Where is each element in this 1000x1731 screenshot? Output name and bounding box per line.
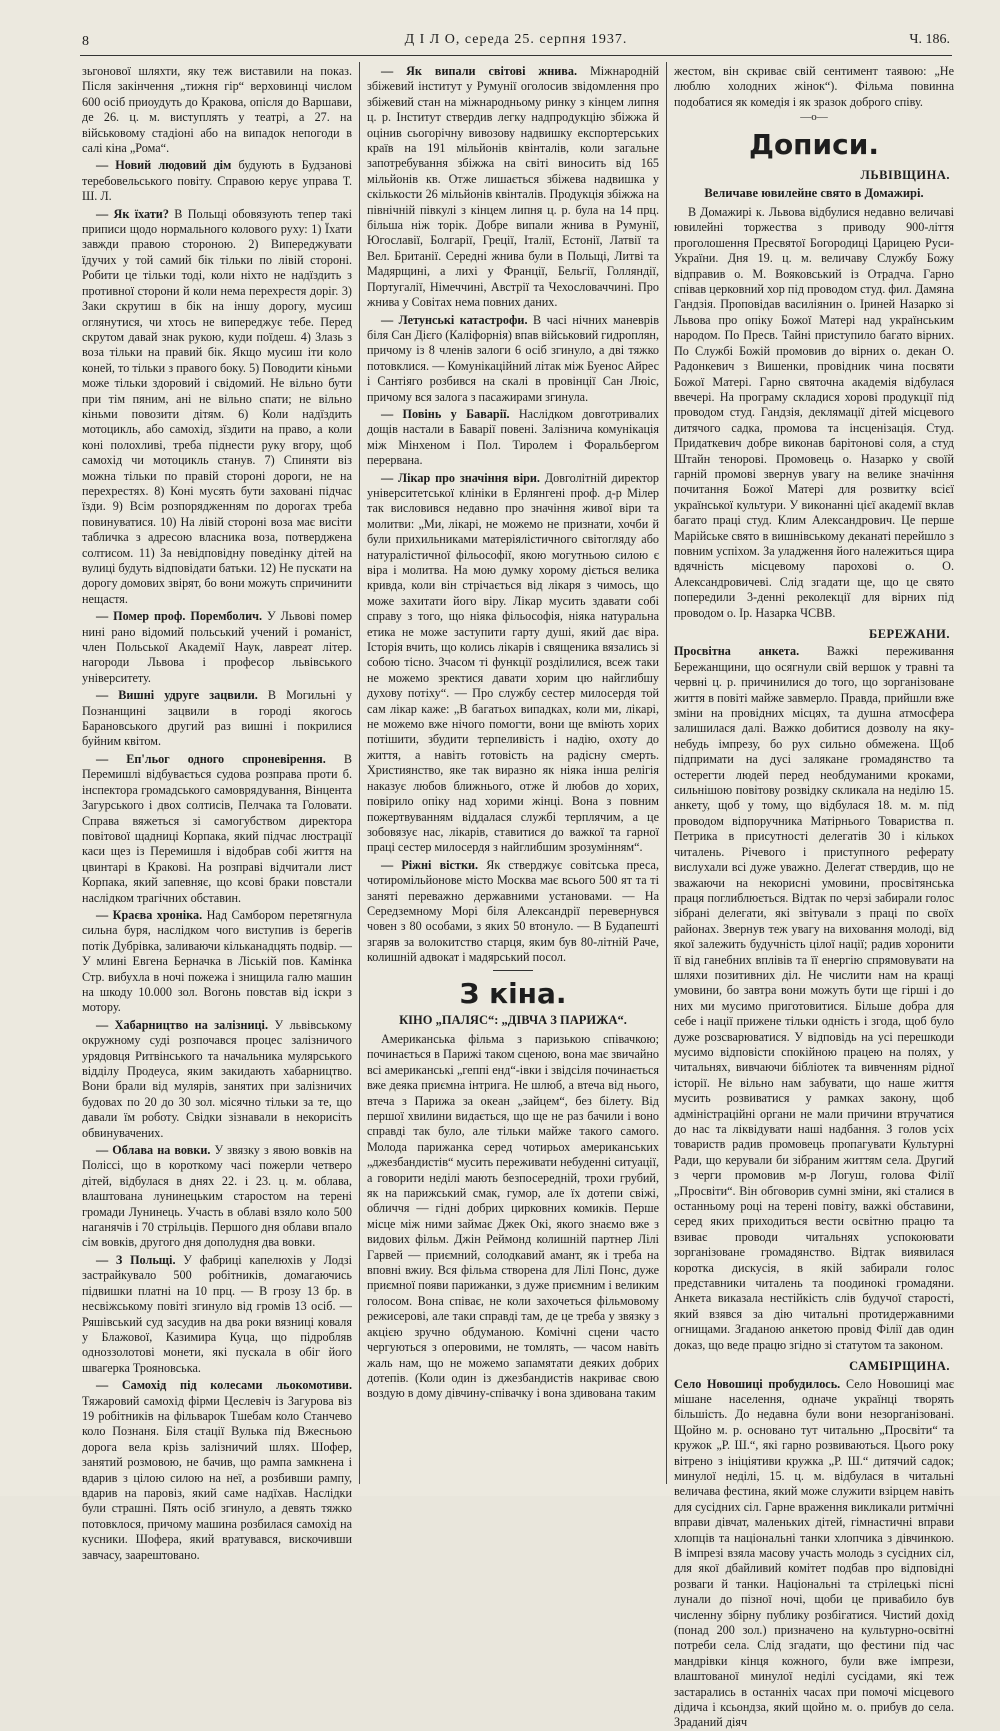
news-item-headline: — З Польщі.	[96, 1252, 176, 1267]
kino-heading: З кіна.	[459, 976, 567, 1010]
news-item-text: У фабриці капелюхів у Лодзі застрайкувало 500 робітників, домагаючись підвишки платні на 10 прц. — В грозу 13 бр. в несвіжському повіті згинуло від громів 13 осіб. — Ряшівський суд засудив на два роки вязниці коваля у Блажової, Казимира Куца, що підробляв одноззолотові монети, які пускала в обіг його швагерка Трояновська.	[82, 1252, 352, 1375]
news-items	[367, 64, 659, 966]
kino-subheading: КІНО „ПАЛЯС“: „ДІВЧА З ПАРИЖА“.	[399, 1012, 627, 1027]
news-item-text: У звязку з явою вовків на Поліссі, що в короткому часі пожерли четверо дітей, відбулася в днях 22. і 23. ц. м. облава, влаштована лунинецьким старостом на терені громади Лунинець. Участь в облаві взяло коло 500 наганячів і 70 стрільців. Першого дня облави впало сім вовків, другого дня дополудня два вовки.	[82, 1143, 352, 1250]
news-item-text: зьгонової шляхти, яку теж виставили на показ. Після закінчення „тижня гір“ верховинці числом 600 осіб приоудуть до Кракова, опісля до Варшави, де 26. ц. м. виступлять у театрі, а 27. на військовому стадіоні або на випадок непогоди в салі кіна „Рома“.	[82, 64, 352, 156]
news-item-headline: — Ріжні вістки.	[381, 857, 479, 872]
news-item	[82, 1143, 352, 1251]
region-lvivshchyna: ЛЬВІВЩИНА.	[860, 168, 950, 183]
region-berezhany: БЕРЕЖАНИ.	[868, 627, 950, 641]
news-item-headline: — Як випали світові жнива.	[381, 64, 578, 78]
kino-review: Американська фільма з паризькою співачкою; починається в Парижі таком сценою, вона має звичайно всі американські „геппі енд“-івки і звідсіля починається вже деяка приємна інтрига. Не шлюб, а втеча від нього, втеча з Парижа за океан „зайцем“, без білету. Від першої хвилини видається, що ще не раз бачили і воно справді так було, але тільки майже такого самого. Молода парижанка серед чотирьох американських „джезбандистів“ мусить переживати небуденні ситуації, а говорити неділі мають безпосередній, трохи грубий, як на парижський смак, гумор, але їх дотепи свіжі, обличчя — гідні добрих цирковних комиків. Перше місце між ними займає Джек Окі, якого знаємо вже з видових фільм. Джін Реймонд колишній партнер Лілі Гарвей — приємний, солодкавий амант, як і треба на вповні вжиу. Вся фільма створена для Лілі Понс, дуже приємної появи парижанки, з дуже приємним і великим голосом. Вона співає, не коли захочеться фільмовому режисерові, але таки справді там, де це треба у звязку з акцією зручно обдуманою. Комічні сцени часто чергуються з оперовими, не томлять, — часом навіть жаль нам, що не можемо запамятати деяких добрих дотепів. (Коли один із джезбандистів накриває свою воздую в дому дівчину-співачку і вона здивована таким	[367, 1031, 659, 1401]
berezhany-article	[674, 644, 954, 1353]
news-item-headline: — Хабарництво на залізниці.	[96, 1017, 268, 1032]
column-divider	[666, 62, 667, 1484]
news-item	[82, 64, 352, 156]
news-item	[82, 908, 352, 1016]
news-item-text: В Перемишлі відбувається судова розправа проти б. інспектора громадського самоврядування, Вінцента Загурського і двох солтисів, Пелчака та Головати. Справа вяжеться зі самогубством директора повітової щадниці Корпака, який підчас люстрації каси щез із Перемишля і відобрав собі життя на цвинтарі в Кракові. На розправі відчитали лист Корпака, який запевняє, що ксові браки повстали наслідком трагічних обставин.	[82, 751, 352, 905]
sambir-text: Село Новошиці має мішане населення, одначе українці творять більшість. До недавна були вони незорганізовані. Щойно м. р. основано тут читальню „Просвіти“ та кружок „Р. Ш.“, які гарно розвиваються. Цього року вітрено з ініціятиви кружка „Р. Ш.“ дитячий садок; минулої неділі, 15. ц. м. відбулася в читальні величава фестина, який може служити взірцем навіть для сусідних сіл. Гарне враження викликали ритмічні вправи дівчат, маленьких дітей, гімнастичні вправи хлопців та національні танки хлопчика з дівчинкою. В імпрезі взяла масову участь молодь з сусідних сіл, для якої дбайливий комітет подбав про відповідні розваги й танки. Національні та стрілецькі пісні лунали до пізної ночі, щоби це привабило був численну збірну публику розбігатися. Чистий дохід (понад 200 зол.) призначено на культурно-освітні потреби села. Слід згадати, що фестини під час мандрівки кінця кожного, були вже імпрези, влаштованої минулої неділі сусідами, які теж застарались в останніх часах при помочі місцевого дідича і ксьондза, який щойно м. о. прибув до села. Зраданий діяч	[674, 1376, 955, 1730]
dopysy-heading: Дописи.	[749, 128, 879, 162]
news-item	[82, 207, 352, 608]
news-item	[82, 688, 352, 750]
news-item-text: В Польщі обовязують тепер такі приписи щодо нормального колового руху: 1) Їхати завжди правою стороною. 2) Випереджувати їдучих у той самий бік тільки по лівій стороні. Робити це тільки тоді, коли ніхто не надїздить з противної сторони й коли нема перехрестя доріг. 3) Заки скрутиш в бік на іншу дорогу, мусиш оглянутися, чи хтось не випереджує тебе. Перед скрутом давай знак рукою, куди поїдеш. 4) Злазь з воза тільки на правий бік. Якщо мусиш іти коло коней, то тільки з правого боку. 5) Поводити кіньми може тільки здоровий і свідомий. Не вільно бути при тім пяним, ані не вільно спати; не вільно кіньми повозити дітям. 6) Коли надїздить мотоцикль, або самохід, зїздити на право, а коли коні полохливі, треба піднести руку вгору, щоб самохід чи мотоцикль станув. 7) Спиняти віз можна тільки по правій стороні дороги, не на перехрестях. 8) Коні мусять бути заховані підчас їзди. 9) Всім розпорядженням по дорогах треба повинуватися. 10) На лівій стороні воза має висіти табличка з адресою власника воза, потверджена солтисом. 11) За невідповідну поведінку дітей на вулиці будуть відповідати батьки. 12) Не пускати на дорогу домових звірят, бо вони можуть спричинити нещастя.	[82, 206, 352, 606]
column-divider	[359, 62, 360, 1484]
news-item-headline: — Новий людовий дім	[96, 158, 232, 173]
news-item-text: Над Самбором перетягнула сильна буря, наслідком чого виступив із берегів потік Дубрівка, заливаючи кільканадцять подвір. — У млині Евгена Берначка в Ліській пов. Камінка Стр. вибухла в ночі пожежа і знищила галю машин на шкоду 10.000 зол. Вогонь повстав від іскри з мотору.	[82, 907, 352, 1015]
column-1	[82, 64, 353, 1562]
news-item-text: В часі нічних маневрів біля Сан Дієго (Каліфорнія) впав військовий гидроплян, причому із 8 членів залоги 6 осіб згинуло, а дві тяжко потовклися. — Комунікаційний літак між Буенос Айрес і Сантіяго розбився на скалі в провінції Сан Люіс, причому вся залога з пасажирами згинула.	[367, 312, 659, 404]
news-item-headline: — Краєва хроніка.	[96, 907, 203, 922]
column-3	[674, 64, 955, 1730]
news-item-headline: — Еп'льог одного спроневірення.	[96, 751, 326, 766]
page-number: 8	[82, 34, 89, 49]
news-item	[367, 471, 659, 856]
kino-review-end: жестом, він скриває свій сентимент таявою: „Не люблю холодних жінок“). Фільма повинна подобатися як комедія і як зразок доброго співу.	[674, 64, 954, 109]
news-item-headline: — Летунські катастрофи.	[381, 312, 528, 327]
news-item	[82, 752, 352, 906]
news-item-headline: — Повінь у Баварії.	[381, 406, 510, 421]
masthead: Д І Л О, середа 25. серпня 1937.	[404, 32, 628, 47]
news-item-text: У львівському окружному суді розпочався процес залізничого урядовця Ритвінського та начальника мулярського відділу Продеуса, яким закидають хабарництво. Вони брали від мулярів, занятих при залізничих будовах по 20 до 30 зол. місячно тільки за те, що давали їм роботу. Свідки зізнавали в некорисіть обвинувачених.	[82, 1017, 353, 1140]
news-item	[367, 313, 659, 405]
page-header	[82, 30, 950, 52]
news-item-text: Як стверджує совітська преса, чотиромільйонове місто Москва має всього 500 ят та ті заняті переважно державними установами. — На Середземному Морі біля Александрії перевернувся човен з 80 особами, з яких 50 втонуло. — В Будапешті згаряв за волокитство старця, яким був 80-літній Раче, колишній адвокат і мадярський посол.	[367, 857, 659, 965]
news-item	[367, 64, 659, 311]
news-item-headline: — Помер проф. Поремболич.	[96, 609, 263, 624]
news-item-text: У Львові помер нині рано відомий польський учений і романіст, член Польської Академії Наук, лавреат літер. нагороди Львова і професор львівського університету.	[82, 609, 352, 685]
news-item-headline: — Як їхати?	[96, 206, 169, 221]
news-item	[82, 158, 352, 204]
news-item	[82, 1253, 352, 1376]
news-item-headline: — Облава на вовки.	[96, 1143, 211, 1158]
header-rule	[80, 55, 952, 56]
issue-number: Ч. 186.	[909, 32, 950, 47]
news-item-text: Міжнародній збіжевий інститут у Румунії оголосив звідомлення про збіжевий стан на міжнародньому ринку з кінцем липня ц. р. Інститут ствердив легку надпродукцію збіжжа й оцінив сьогорічну вивозову надвишку експортерських країв на 191 мільйонів квінталів, коли загальне запотребування збіжжа на світі виносить від 165 мільйонів кв. Отже лишається збіжева надвишка у скількости 26 мільйонів квінталів. Продукція збіжжа на північній півкулі з кінцем липня ц. р. була на 14 прц. більша ніж торік. Добре випали жнива в Румунії, Югославії, Болгарії, Греції, Італії, Естонії, Латвії та Вел. Британії. Середні жнива були в Польщі, Литві та Мадярщині, а лихі у Франції, Бельгії, Голляндії, Португалії, Німеччині, Австрії та Чехословаччині. Про жнива у Совітах нема повних даних.	[367, 64, 659, 310]
news-item	[82, 1378, 352, 1563]
sambir-article	[674, 1377, 954, 1731]
news-item	[82, 609, 352, 686]
news-item	[82, 1018, 352, 1141]
news-item-headline: — Самохід під колесами льокомотиви.	[96, 1378, 352, 1393]
berezhany-text: Важкі переживання Бережанщини, що осягнули свій вершок у травні та червні ц. р. причинилися до того, що зорганізоване життя в повіті майже завмерло. Правда, прийшли вже зміни на провідних місцях, та душна атмосфера залишилася далі. Важко добитися дозволу на яку-небудь імпрезу, бо рух сильно обмежена. Щоб підпримати на дусі заляканe громадянство та остерегти людей перед необдуманими кроками, сильнішою повітову розвідку скликала на неділю 15. анкету, щоб у тому, що відбулася 18. м. м. під проводом відпоручника Матірнього Товариства п. Петрика в присутності делегатів 30 і кількох читалень. Річевого і приступного реферату вислухали всі дуже уважно. Делегат ствердив, що не зважаючи на некорисні умовини, просвітянська праця поглиблюється. Відтак по черзі забирали голос зібрані делегати, які звітували з праці по своїх районах. Звернув теж увагу на виховання молоді, від якої залежить будучність цілої нації; радив хоронити її від ганебних вплівів та її енергію спрямовувати на шляхи позитивних діл. Не числити нам на кращі умовини, бо завтра вони можуть бути ще гірші і до них ми мусимо приготовитися. Більше добра для себе і нації прижене тільки одність і згода, щоб було дуже розсварюватися. У відповідь на усі перешкоди мусимо відповісти спокійною працею на полях, у читальнях, вивчаючи бібліотек та вивченням рідної історії. Не вільно нам забувати, що наше життя мусить розвиватися у рамках закону, щоб адміністраційні органи не мали причини втручатися до нас та ліквідувати наші надбання. З голов усіх товариств радив промовець пропагувати Культурні Ради, що керували би зібраним життям села. Другий з черги промовив м-р Логуш, голова Філії „Просвіти“. Він обговорив сумні зміни, які сталися в останньому році на терені повіту, важкі обставини, серед яких приходиться вести освітню працю та взиває проводи читальнях успокоювати зорганізоване громадянство. Відтак виявилася коротка дискусія, в якій забирали голос представники читалень та поодинокі громадяни. Анкета виказала нестійкість слів будучої старості, який взявся за дію читальні протидержавними огнищами. Згаданою анкетою провід Філії дав один доказ, що веде працю згідно зі статутом та законом.	[674, 644, 954, 1352]
news-item-headline: — Лікар про значіння віри.	[381, 470, 540, 485]
section-rule	[493, 970, 533, 971]
sambir-headline: Село Новошиці пробудилось.	[674, 1376, 841, 1391]
news-item	[367, 858, 659, 966]
news-item-headline: — Вишні удруге зацвили.	[96, 688, 258, 703]
column-2	[367, 64, 659, 1484]
news-item	[367, 407, 659, 469]
berezhany-headline: Просвітна анкета.	[674, 644, 800, 659]
separator-mark: —o—	[800, 111, 828, 124]
news-item-text: Наслідком довготривалих дощів настали в Баварії повені. Залізнича комунікація між Мінхеном і Пол. Тиролем і Форальбергом перервана.	[367, 406, 659, 468]
news-item-text: В Могильні у Познанщині зацвили в городі якогось Барановського другий раз вишні і покрилися буйним квітом.	[82, 688, 352, 749]
news-item-text: Довголітній директор університетської клініки в Ерлянгені проф. д-р Мілер так висловився недавно про значіння живої віри та молитви: „Ми, лікарі, не можемо не признати, хочби й були прихильниками матеріялістичного світогляду або натуралістичної фільософії, якою могутньою силою є віра і молитва. На мою думку хорому діється велика кривда, коли він стрічається від лікаря з чимось, що може захитати його віру. Лікар мусить здавати собі справу з того, що ніяка фільософія, ніяка натуральна етика не може заступити гарту душі, який дає віра. Історія вчить, що колись лікарів і священика вязались зі собою тісно. Зчасом ті функції розділилися, всеж таки не можемо зректися давати хорим цю найглибшу духову потіху“. — Про службу сестер милосердя той сам лікар каже: „В багатьох випадках, коли ми, лікарі, не можемо вже нічого помогти, вони ще вміють хорих потішити, збудити терпеливість і надію, охоту до життя, а навіть готовість на радісну смерть. Християнство, яке так виразно як ніяка інша релігія наказує любов ближнього, отже й любов до хорих, повірило опіку над хорими жінці. Вона з повним пожертвуванням віддалася службі терплячим, а це зобовязує нас, лікарів, ставитися до важкої та гарної праці сестер милосердя з найглибшим зрозумінням“.	[367, 470, 660, 855]
region-sambirshchyna: САМБІРЩИНА.	[849, 1359, 950, 1374]
news-item-text: будують в Будзанові теребовельського повіту. Справою керує управа Т. Ш. Л.	[82, 158, 352, 204]
lviv-article: В Домажирі к. Львова відбулися недавно величаві ювилейні торжества з приводу 900-ліття проголошення Пресвятої Богородиці Царицею Руси-України. Дня 19. ц. м. величаву Службу Божу відправив о. М. Вояковський із Отрадча. Гарно співав церковний хор під проводом студ. фил. Дамяна Гандзія. Проповідав василіянин о. Іриней Назарко зі Львова про опіку Божої Матері над українським народом. По Пресв. Тайні приступило багато вірних. По Службі Божій промовив до вірних о. декан О. Радонкевич з Вишенки, провідник чина посвяти Божої Матері. Гарно святочна академія відбулася ввечері. На програму складися хорові продукції під проводом студ. Гандзія, деклямації дітей місцевого дитячого садка, промова та інсценізація. Студ. Придаткевич добре виконав барітонові соля, а студ Штайн тенорові. Промовець о. Назарко у своїй гарній промові звернув увагу на велике значіння почитання Божої Матері для розвитку всієї української культури. У виконанні цієї академії вклав багато праці студ. Клим Александрович. Це перше Марійське свято в вишнівському деканаті перейшло з повним успіхом. За уладження його належиться щира вдячність місцевому парохові о. О. Александровичеві. Слід згадати ще, що це свято попередили 3-денні реколекції для вірних під проводом о. Ір. Назарка ЧСВВ.	[674, 205, 954, 620]
news-item-text: Тяжаровий самохід фірми Цеслевіч із Загурова віз 19 робітників на фільварок Тшебам коло Станчево коло Познаня. Біля стації Вулька під Вжесньою дорога вела крізь залізничий шлях. Шофер, занятий розмовою, не бачив, що рампа замкнена і вдарив з цілою силою на неї, а розбивши рампу, вдарив на паровіз, який саме надїхав. Наслідки були страшні. Пять осіб згинуло, а девять тяжко потовклося, причому машина розбилася самохід на кусники. Шофера, який вратувався, вискочивши завчасу, заарештовано.	[82, 1393, 352, 1562]
lviv-headline: Величаве ювилейне свято в Домажирі.	[704, 185, 924, 200]
